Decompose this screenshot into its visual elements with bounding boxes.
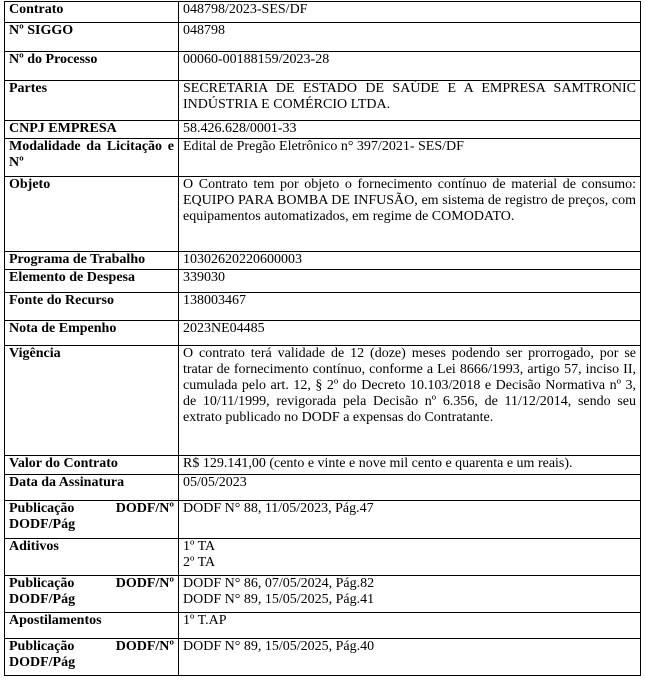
row-label: Vigência [5, 346, 179, 456]
row-value: 138003467 [179, 293, 641, 321]
table-row [5, 139, 641, 177]
row-value: DODF N° 88, 11/05/2023, Pág.47 [179, 501, 641, 539]
table-row [5, 321, 641, 346]
table-row [5, 475, 641, 501]
row-value: 05/05/2023 [179, 475, 641, 501]
row-label: CNPJ EMPRESA [5, 121, 179, 139]
row-value: 339030 [179, 270, 641, 293]
row-value-line: DODF N° 86, 07/05/2024, Pág.82 [183, 576, 375, 591]
table-row [5, 270, 641, 293]
row-value: 58.426.628/0001-33 [179, 121, 641, 139]
row-label: Publicação DODF/Nº DODF/Pág [5, 501, 179, 539]
row-label: Objeto [5, 177, 179, 252]
row-label: Programa de Trabalho [5, 252, 179, 270]
row-value: R$ 129.141,00 (cento e vinte e nove mil cento e quarenta e um reais). [179, 456, 641, 475]
table-row [5, 2, 641, 23]
table-row [5, 576, 641, 613]
row-label: Contrato [5, 2, 179, 23]
row-label: Elemento de Despesa [5, 270, 179, 293]
row-label: Fonte do Recurso [5, 293, 179, 321]
row-label: Partes [5, 81, 179, 121]
row-label: Apostilamentos [5, 613, 179, 639]
table-row [5, 639, 641, 676]
row-label: Data da Assinatura [5, 475, 179, 501]
table-row [5, 501, 641, 539]
row-value-line: 2º TA [183, 555, 216, 570]
row-value: O Contrato tem por objeto o fornecimento contínuo de material de consumo: EQUIPO PARA BOMBA DE INFUSÃO, em sistema de registro de preços, com equipamentos automatizados, em regime de COMODATO. [179, 177, 641, 252]
row-label: Nº SIGGO [5, 23, 179, 52]
row-label: Publicação DODF/Nº DODF/Pág [5, 576, 179, 613]
table-row [5, 23, 641, 52]
row-value: 00060-00188159/2023-28 [179, 52, 641, 81]
row-value: DODF N° 89, 15/05/2025, Pág.40 [179, 639, 641, 676]
contract-summary-table [4, 1, 641, 676]
row-label: Aditivos [5, 539, 179, 576]
table-row [5, 177, 641, 252]
row-value: 048798 [179, 23, 641, 52]
row-value: 2023NE04485 [179, 321, 641, 346]
row-label: Nota de Empenho [5, 321, 179, 346]
row-value [179, 539, 641, 576]
table-row [5, 613, 641, 639]
table-row [5, 52, 641, 81]
row-label: Modalidade da Licitação e Nº [5, 139, 179, 177]
row-value-line: 1º TA [183, 539, 216, 554]
row-label: Nº do Processo [5, 52, 179, 81]
row-label: Publicação DODF/Nº DODF/Pág [5, 639, 179, 676]
table-row [5, 81, 641, 121]
row-value: 1º T.AP [179, 613, 641, 639]
row-value: O contrato terá validade de 12 (doze) meses podendo ser prorrogado, por se tratar de fornecimento contínuo, conforme a Lei 8666/1993, artigo 57, inciso II, cumulada pelo art. 12, § 2º do Decreto 10.103/2018 e Decisão Normativa nº 3, de 10/11/1999, revigorada pela Decisão nº 6.356, de 11/12/2014, sendo seu extrato publicado no DODF a expensas do Contratante. [179, 346, 641, 456]
row-value: Edital de Pregão Eletrônico n° 397/2021- SES/DF [179, 139, 641, 177]
table-row [5, 539, 641, 576]
row-value: 048798/2023-SES/DF [179, 2, 641, 23]
row-value-line: DODF N° 89, 15/05/2025, Pág.41 [183, 592, 375, 607]
row-value: SECRETARIA DE ESTADO DE SAÚDE E A EMPRESA SAMTRONIC INDÚSTRIA E COMÉRCIO LTDA. [179, 81, 641, 121]
row-value: 10302620220600003 [179, 252, 641, 270]
table-row [5, 456, 641, 475]
table-row [5, 252, 641, 270]
row-label: Valor do Contrato [5, 456, 179, 475]
table-row [5, 293, 641, 321]
row-value [179, 576, 641, 613]
table-row [5, 121, 641, 139]
table-row [5, 346, 641, 456]
